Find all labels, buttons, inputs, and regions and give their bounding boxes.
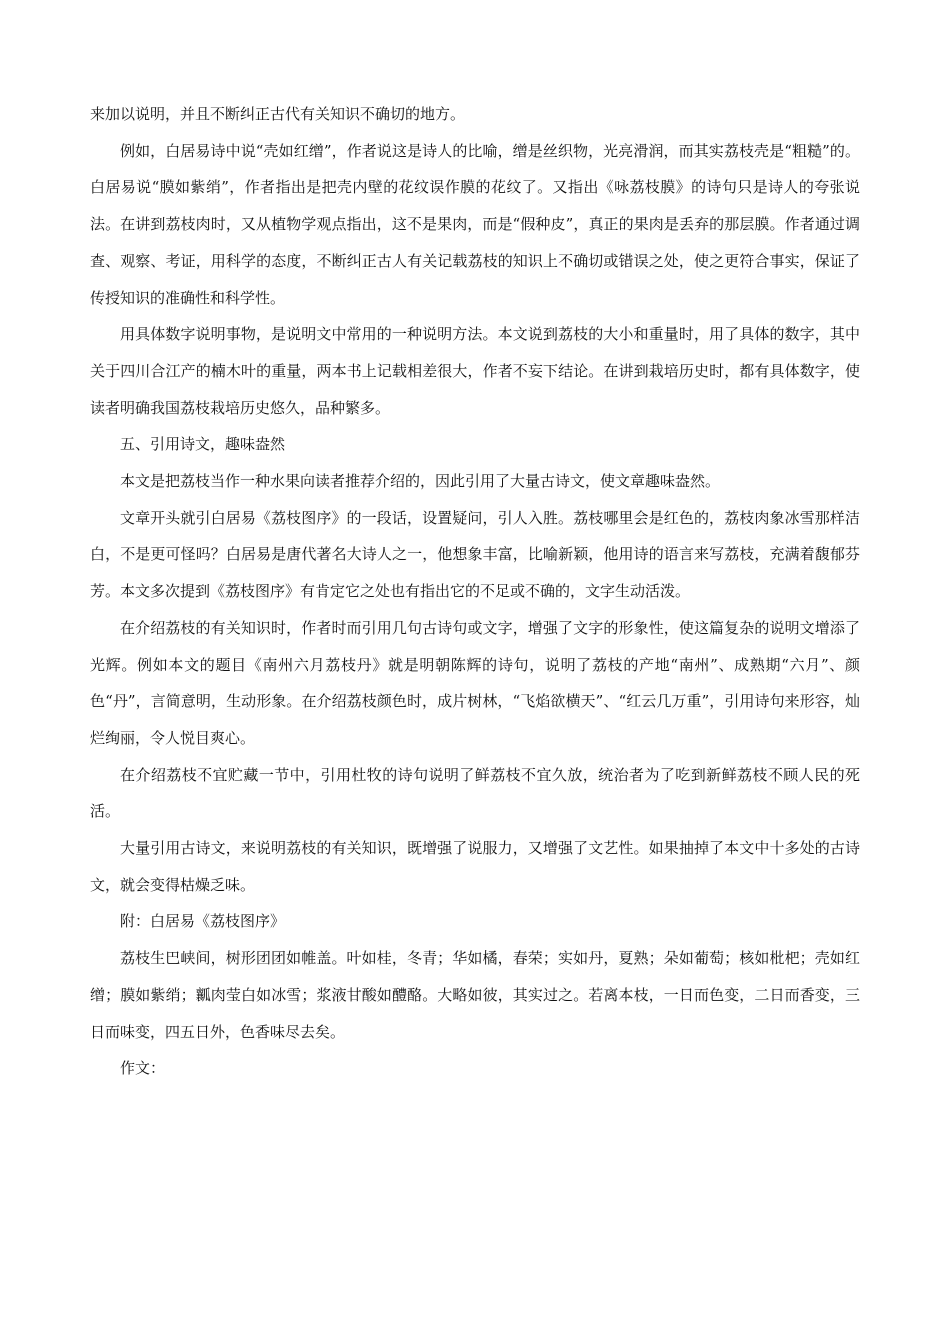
paragraph: 本文是把荔枝当作一种水果向读者推荐介绍的，因此引用了大量古诗文，使文章趣味盎然。 [120, 472, 721, 491]
paragraph: 例如，白居易诗中说“壳如红缯”，作者说这是诗人的比喻，缯是丝织物，光亮滑润，而其实荔枝壳是“粗糙”的。白居易说“膜如紫绡”，作者指出是把壳内壁的花纹误作膜的花纹了。又指出《咏荔枝膜》的诗句只是诗人的夸张说法。在讲到荔枝肉时，又从植物学观点指出，这不是果肉，而是“假种皮”，真正的果肉是丢弃的那层膜。作者通过调查、观察、考证，用科学的态度，不断纠正古人有关记载荔枝的知识上不确切或错误之处，使之更符合事实，保证了传授知识的准确性和科学性。 [90, 141, 860, 307]
paragraph: 大量引用古诗文，来说明荔枝的有关知识，既增强了说服力，又增强了文艺性。如果抽掉了本文中十多处的古诗文，就会变得枯燥乏味。 [90, 839, 860, 894]
paragraph: 来加以说明，并且不断纠正古代有关知识不确切的地方。 [90, 105, 466, 123]
paragraph: 在介绍荔枝的有关知识时，作者时而引用几句古诗句或文字，增强了文字的形象性，使这篇复杂的说明文增添了光辉。例如本文的题目《南州六月荔枝丹》就是明朝陈辉的诗句，说明了荔枝的产地“南州”、成熟期“六月”、颜色“丹”，言简意明，生动形象。在介绍荔枝颜色时，成片树林，“飞焰欲横天”、“红云几万重”，引用诗句来形容，灿烂绚丽，令人悦目爽心。 [90, 618, 860, 747]
appendix-heading: 附：白居易《荔枝图序》 [120, 912, 286, 931]
paragraph: 在介绍荔枝不宜贮藏一节中，引用杜牧的诗句说明了鲜荔枝不宜久放，统治者为了吃到新鲜荔枝不顾人民的死活。 [90, 765, 860, 821]
document-page [90, 96, 860, 1087]
paragraph: 用具体数字说明事物，是说明文中常用的一种说明方法。本文说到荔枝的大小和重量时，用了具体的数字，其中关于四川合江产的楠木叶的重量，两本书上记载相差很大，作者不妄下结论。在讲到栽培历史时，都有具体数字，使读者明确我国荔枝栽培历史悠久，品种繁多。 [90, 325, 860, 417]
appendix-paragraph: 荔枝生巴峡间，树形团团如帷盖。叶如桂，冬青；华如橘，春荣；实如丹，夏熟；朵如葡萄；核如枇杷；壳如红缯；膜如紫绡；瓤肉莹白如冰雪；浆液甘酸如醴酪。大略如彼，其实过之。若离本枝，一日而色变，二日而香变，三日而味变，四五日外，色香味尽去矣。 [90, 949, 860, 1041]
composition-heading: 作文： [120, 1059, 166, 1078]
section-heading: 五、引用诗文，趣味盎然 [120, 435, 286, 454]
paragraph: 文章开头就引白居易《荔枝图序》的一段话，设置疑问，引人入胜。荔枝哪里会是红色的，荔枝肉象冰雪那样洁白，不是更可怪吗？白居易是唐代著名大诗人之一，他想象丰富，比喻新颖，他用诗的语言来写荔枝，充满着馥郁芬芳。本文多次提到《荔枝图序》有肯定它之处也有指出它的不足或不确的，文字生动活泼。 [90, 508, 860, 601]
